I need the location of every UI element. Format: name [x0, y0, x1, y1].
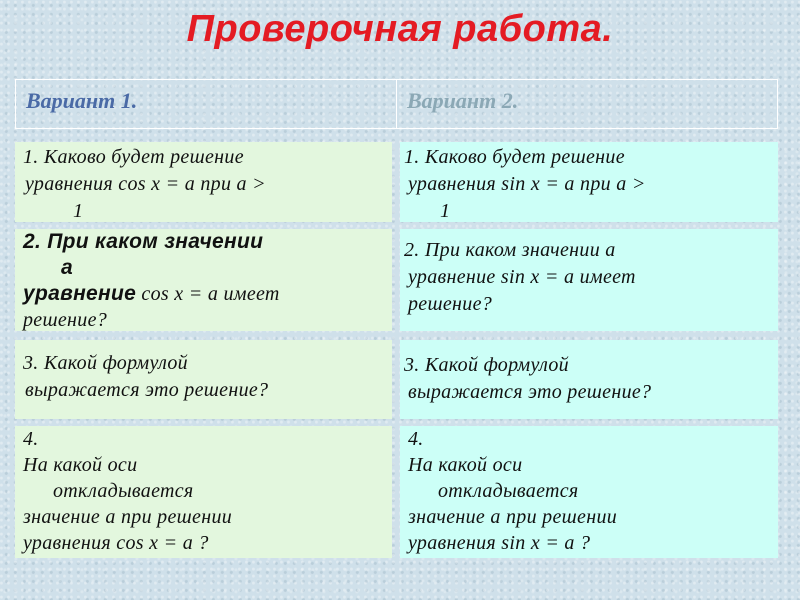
page-title: Проверочная работа. — [186, 8, 614, 50]
variants-header — [15, 79, 778, 129]
v1-q2-equation: cos x = a имеет — [136, 283, 280, 305]
v2-q1-line-3: 1 — [440, 200, 451, 222]
v2-q1-line-1: 1. Каково будет решение — [404, 146, 625, 168]
v1-q2-line-2: а — [61, 256, 73, 279]
v1-q1-line-3: 1 — [73, 200, 84, 222]
v2-question-4 — [400, 426, 778, 558]
v1-q2-line-3 — [23, 281, 392, 307]
v2-question-2 — [400, 229, 778, 331]
v1-q2-word-uravnenie: уравнение — [23, 282, 137, 305]
v1-q2-line-4: решение? — [23, 309, 108, 331]
v1-q4-line-5: уравнения cos x = a ? — [23, 532, 209, 554]
v2-q2-line-3: решение? — [408, 293, 493, 315]
v2-q4-line-3: откладывается — [438, 480, 579, 502]
v1-q4-line-2: На какой оси — [23, 454, 138, 476]
v2-q4-line-1: 4. — [408, 428, 424, 450]
v2-q4-line-4: значение а при решении — [408, 506, 618, 528]
v1-q2-line-1: 2. При каком значении — [23, 230, 264, 253]
v1-question-3 — [15, 340, 392, 419]
v1-q1-line-2: уравнения cos x = a при a > — [25, 173, 266, 195]
v2-question-3 — [400, 340, 778, 419]
v2-question-1 — [400, 142, 778, 222]
v1-question-1 — [15, 142, 392, 222]
v1-q1-line-1: 1. Каково будет решение — [23, 146, 244, 168]
v1-q4-line-3: откладывается — [53, 480, 194, 502]
v1-q4-line-1: 4. — [23, 428, 39, 450]
v1-question-4 — [15, 426, 392, 558]
v2-q3-line-1: 3. Какой формулой — [404, 354, 569, 376]
v2-q2-line-1: 2. При каком значении а — [404, 239, 616, 261]
v2-q4-line-2: На какой оси — [408, 454, 523, 476]
v1-q3-line-2: выражается это решение? — [25, 379, 269, 401]
v1-q4-line-4: значение а при решении — [23, 506, 233, 528]
v2-q2-line-2: уравнение sin x = a имеет — [408, 266, 636, 288]
variant-2-heading: Вариант 2. — [396, 80, 777, 128]
v2-q3-line-2: выражается это решение? — [408, 381, 652, 403]
v2-q1-line-2: уравнения sin x = a при a > — [408, 173, 646, 195]
v1-question-2 — [15, 229, 392, 331]
v1-q3-line-1: 3. Какой формулой — [23, 352, 188, 374]
variant-1-heading: Вариант 1. — [26, 88, 138, 113]
v2-q4-line-5: уравнения sin x = a ? — [408, 532, 591, 554]
